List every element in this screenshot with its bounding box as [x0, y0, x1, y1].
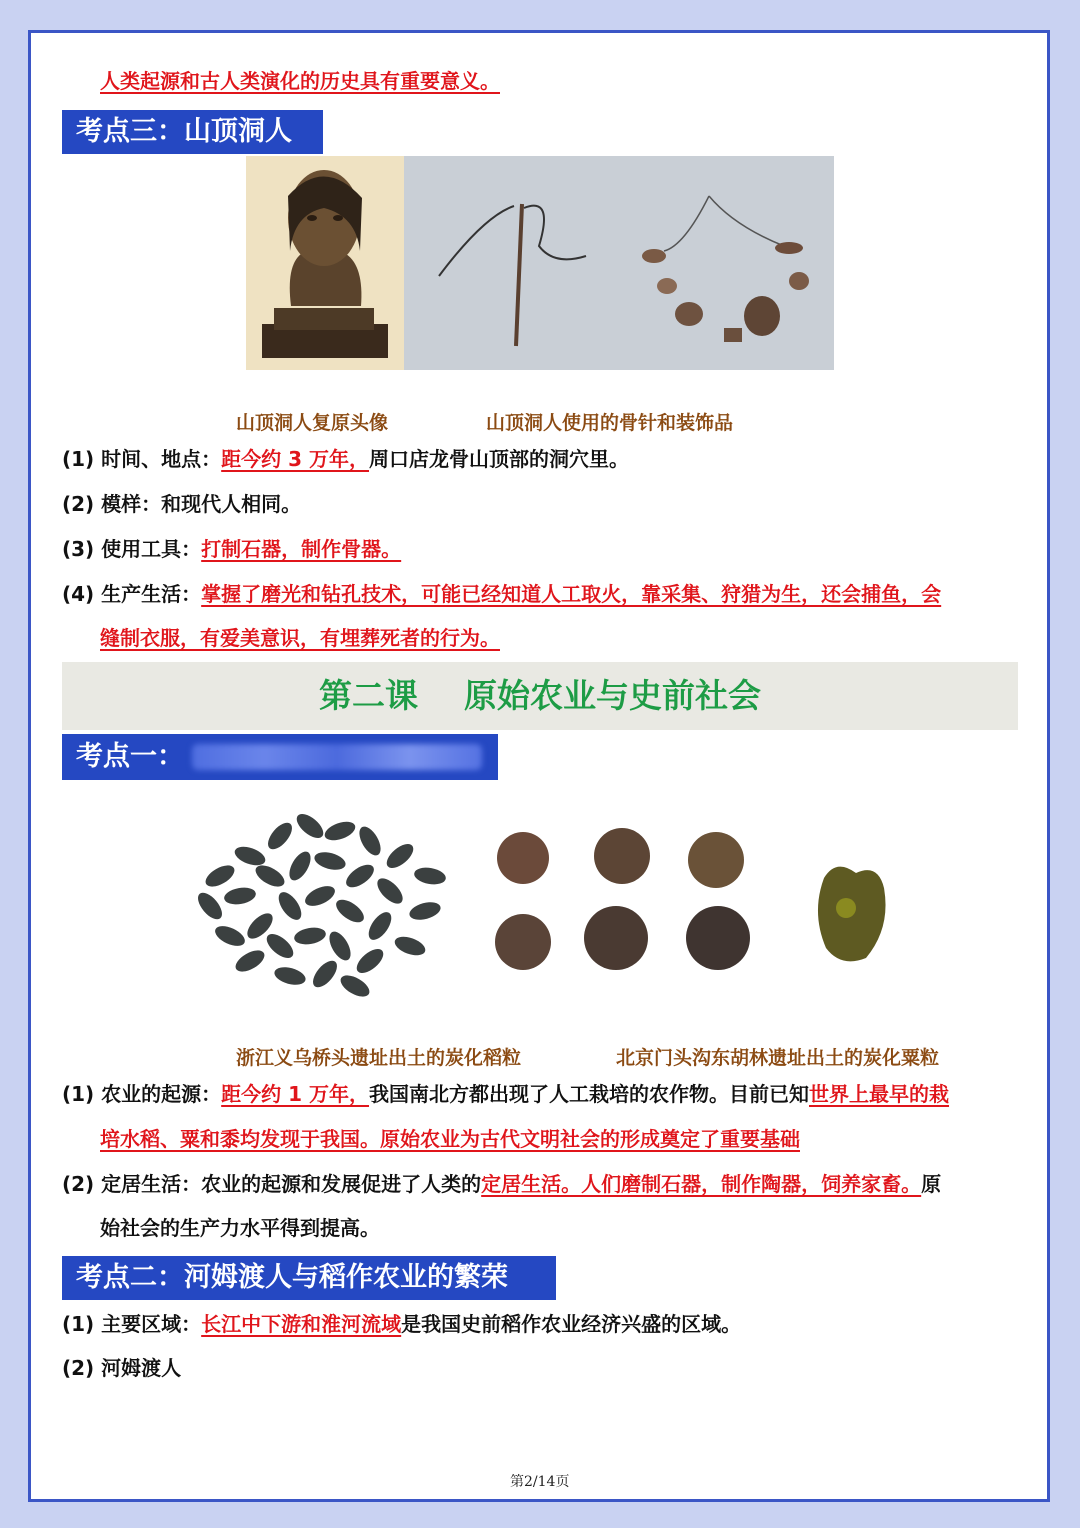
- intro-line: 人类起源和古人类演化的历史具有重要意义。: [100, 69, 500, 93]
- item-label: 模样：: [101, 492, 162, 516]
- kd3-item-4: [62, 579, 941, 609]
- kd3-item-4-line2: 缝制衣服，有爱美意识，有埋葬死者的行为。: [100, 626, 500, 650]
- blurred-text: [192, 744, 482, 770]
- skull-bust-image: [246, 156, 404, 370]
- kd3-item-3: [62, 534, 401, 564]
- item-label: 时间、地点：: [101, 447, 222, 471]
- rice-grains-image: [180, 796, 464, 1002]
- item-text: 周口店龙骨山顶部的洞穴里。: [369, 447, 630, 471]
- kaodian1-caption-right: 北京门头沟东胡林遗址出土的炭化粟粒: [616, 1047, 940, 1069]
- kaodian3-caption-right: 山顶洞人使用的骨针和装饰品: [486, 412, 734, 434]
- kaodian2-title: 考点二：河姆渡人与稻作农业的繁荣: [62, 1256, 556, 1300]
- page-number: 第2/14页: [510, 1474, 570, 1490]
- item-text: 农业的起源和发展促进了人类的: [201, 1172, 482, 1196]
- kd3-item-2: [62, 489, 301, 519]
- kd2-item-1: [62, 1309, 741, 1339]
- item-number: (2): [62, 1172, 95, 1196]
- millet-grains-image: [486, 818, 906, 978]
- item-label: 主要区域：: [101, 1312, 202, 1336]
- item-highlight: 长江中下游和淮河流域: [201, 1312, 402, 1336]
- item-number: (4): [62, 582, 95, 606]
- item-text: 是我国史前稻作农业经济兴盛的区域。: [401, 1312, 742, 1336]
- item-label: 农业的起源：: [101, 1082, 222, 1106]
- item-highlight: 打制石器，制作骨器。: [201, 537, 402, 561]
- kaodian1-title-bar: [62, 734, 498, 780]
- item-highlight: 定居生活。人们磨制石器，制作陶器，饲养家畜。: [481, 1172, 922, 1196]
- item-number: (2): [62, 492, 95, 516]
- kaodian1-title: 考点一：: [76, 741, 184, 772]
- item-highlight: 世界上最早的栽: [809, 1082, 950, 1106]
- kd1-item-1: [62, 1079, 949, 1109]
- kd2-item-2: [62, 1353, 181, 1383]
- kaodian1-caption-left: 浙江义乌桥头遗址出土的炭化稻粒: [236, 1047, 522, 1069]
- item-label: 河姆渡人: [101, 1356, 182, 1380]
- item-highlight: 距今约 1 万年，: [221, 1082, 370, 1106]
- kaodian3-caption-left: 山顶洞人复原头像: [236, 412, 389, 434]
- item-label: 生产生活：: [101, 582, 202, 606]
- bone-needle-and-ornaments-image: [404, 156, 834, 370]
- item-number: (1): [62, 1082, 95, 1106]
- item-text: 我国南北方都出现了人工栽培的农作物。目前已知: [369, 1082, 810, 1106]
- item-highlight: 掌握了磨光和钻孔技术，可能已经知道人工取火，靠采集、狩猎为生，还会捕鱼，会: [201, 582, 942, 606]
- item-number: (2): [62, 1356, 95, 1380]
- lesson2-title: 第二课 原始农业与史前社会: [62, 662, 1018, 730]
- item-text: 和现代人相同。: [161, 492, 302, 516]
- item-number: (1): [62, 1312, 95, 1336]
- item-label: 使用工具：: [101, 537, 202, 561]
- kd1-item-2: [62, 1169, 941, 1199]
- item-number: (3): [62, 537, 95, 561]
- item-number: (1): [62, 447, 95, 471]
- item-text: 原: [921, 1172, 942, 1196]
- item-highlight: 距今约 3 万年，: [221, 447, 370, 471]
- kd3-item-1: [62, 444, 629, 474]
- kaodian3-title: 考点三：山顶洞人: [62, 110, 323, 154]
- kd1-item-2-line2: 始社会的生产力水平得到提高。: [100, 1216, 380, 1240]
- kd1-item-1-line2: 培水稻、粟和黍均发现于我国。原始农业为古代文明社会的形成奠定了重要基础: [100, 1127, 800, 1151]
- item-label: 定居生活：: [101, 1172, 202, 1196]
